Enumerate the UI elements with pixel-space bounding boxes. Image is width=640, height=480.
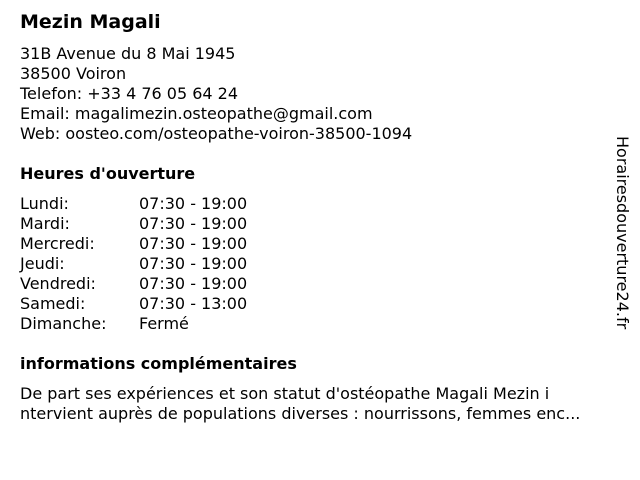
hours-row-tuesday: [20, 214, 247, 234]
day-label: Vendredi:: [20, 274, 96, 293]
hours-row-monday: [20, 194, 247, 214]
hours-row-friday: [20, 274, 247, 294]
email-address: Email: magalimezin.osteopathe@gmail.com: [20, 104, 373, 123]
business-name: Mezin Magali: [20, 11, 161, 33]
address-street: 31B Avenue du 8 Mai 1945: [20, 44, 236, 63]
hours-row-sunday: [20, 314, 247, 334]
additional-info-heading: informations complémentaires: [20, 354, 297, 373]
hours-row-saturday: [20, 294, 247, 314]
time-value: 07:30 - 19:00: [139, 194, 248, 213]
time-value: 07:30 - 19:00: [139, 214, 248, 233]
phone-number: Telefon: +33 4 76 05 64 24: [20, 84, 239, 103]
time-value: 07:30 - 19:00: [139, 274, 248, 293]
day-label: Mercredi:: [20, 234, 95, 253]
site-watermark: Horairesdouverture24.fr: [613, 136, 632, 330]
hours-row-wednesday: [20, 234, 247, 254]
hours-row-thursday: [20, 254, 247, 274]
day-label: Samedi:: [20, 294, 86, 313]
time-value: 07:30 - 13:00: [139, 294, 248, 313]
day-label: Lundi:: [20, 194, 69, 213]
day-label: Jeudi:: [20, 254, 65, 273]
info-line-1: De part ses expériences et son statut d'ostéopathe Magali Mezin i: [20, 384, 550, 403]
info-line-2: ntervient auprès de populations diverses : nourrissons, femmes enc...: [20, 404, 581, 423]
contact-block: [20, 44, 412, 144]
day-label: Mardi:: [20, 214, 70, 233]
website: Web: oosteo.com/osteopathe-voiron-38500-1094: [20, 124, 413, 143]
time-value: Fermé: [139, 314, 189, 333]
opening-hours-heading: Heures d'ouverture: [20, 164, 196, 183]
day-label: Dimanche:: [20, 314, 107, 333]
address-city: 38500 Voiron: [20, 64, 127, 83]
time-value: 07:30 - 19:00: [139, 254, 248, 273]
time-value: 07:30 - 19:00: [139, 234, 248, 253]
opening-hours-table: [20, 194, 247, 334]
additional-info-text: [20, 384, 632, 424]
